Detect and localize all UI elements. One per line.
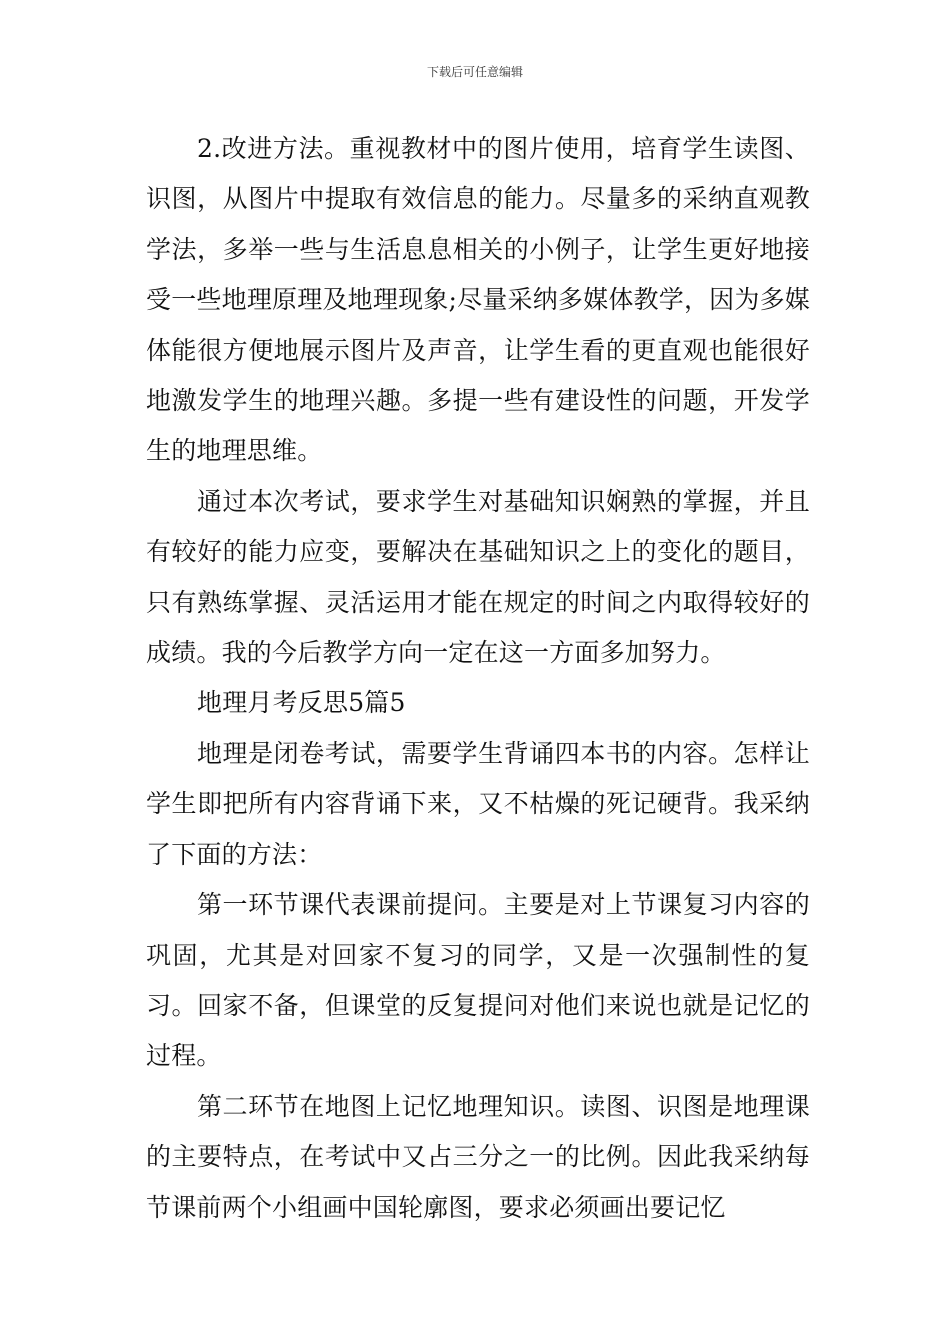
paragraph-improve-methods: 2.改进方法。重视教材中的图片使用，培育学生读图、识图，从图片中提取有效信息的能力。尽量多的采纳直观教学法，多举一些与生活息息相关的小例子，让学生更好地接受一些地理原理及地理现象;尽量采纳多媒体教学，因为多媒体能很方便地展示图片及声音，让学生看的更直观也能很好地激发学生的地理兴趣。多提一些有建设性的问题，开发学生的地理思维。 [146,134,810,466]
paragraph-exam-summary: 通过本次考试，要求学生对基础知识娴熟的掌握，并且有较好的能力应变，要解决在基础知识之上的变化的题目，只有熟练掌握、灵活运用才能在规定的时间之内取得较好的成绩。我的今后教学方向一定在这一方面多加努力。 [146,486,810,668]
section-title: 地理月考反思5篇5 [197,688,406,718]
paragraph-step-two: 第二环节在地图上记忆地理知识。读图、识图是地理课的主要特点，在考试中又占三分之一的比例。因此我采纳每节课前两个小组画中国轮廓图，要求必须画出要记忆 [146,1091,810,1222]
page-header: 下载后可任意编辑 [426,65,523,79]
paragraph-closed-book-exam: 地理是闭卷考试，需要学生背诵四本书的内容。怎样让学生即把所有内容背诵下来，又不枯燥的死记硬背。我采纳了下面的方法： [146,738,810,869]
paragraph-step-one: 第一环节课代表课前提问。主要是对上节课复习内容的巩固，尤其是对回家不复习的同学，又是一次强制性的复习。回家不备，但课堂的反复提问对他们来说也就是记忆的过程。 [146,890,810,1071]
document-body [146,124,810,1233]
